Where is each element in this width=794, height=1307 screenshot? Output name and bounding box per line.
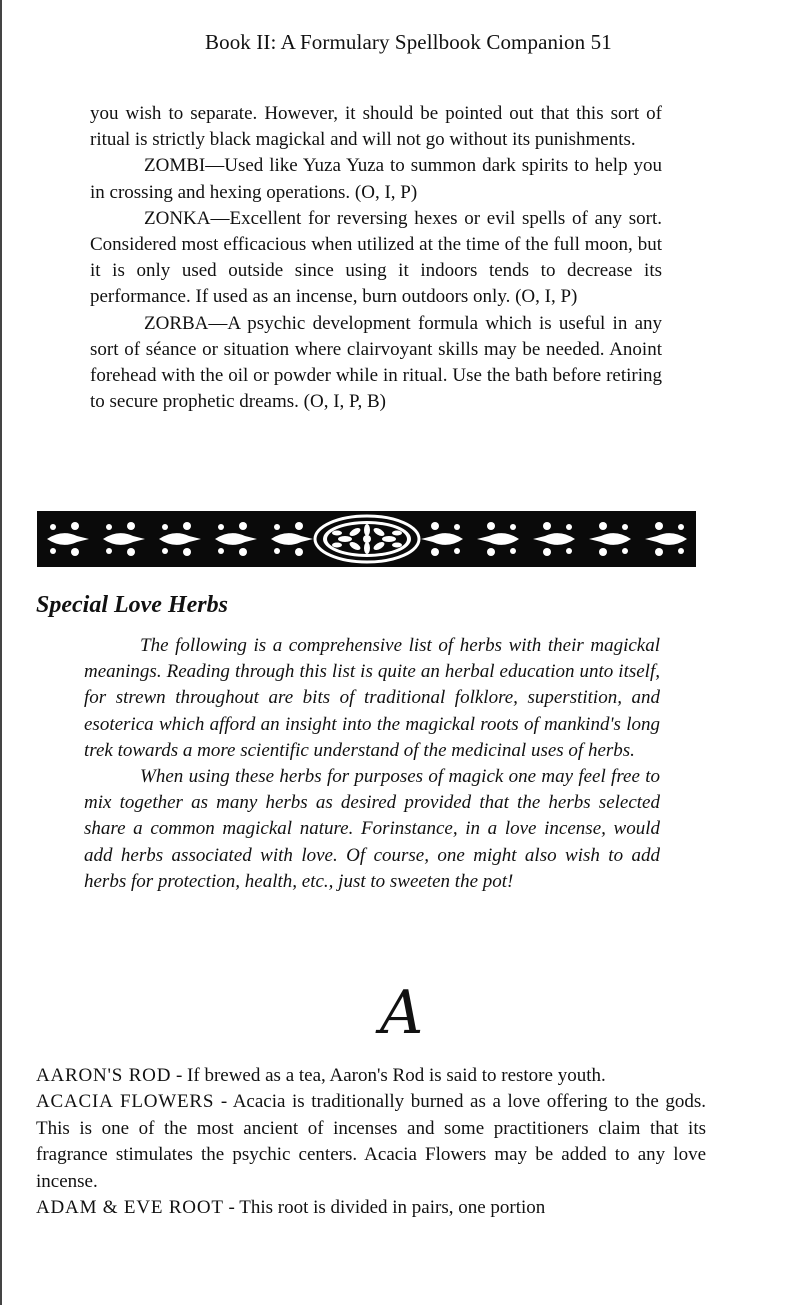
section-intro (84, 633, 660, 895)
ornament-rosette (315, 516, 419, 562)
section-title: Special Love Herbs (36, 592, 228, 618)
intro-text (90, 101, 662, 415)
ornamental-divider (37, 511, 696, 567)
entry-zonka: ZONKA—Excellent for reversing hexes or evil spells of any sort. Considered most efficacious when utilized at the time of the full moon, but it is only used outside since using it indoors tends to decrease its performance. If used as an incense, burn outdoors only. (O, I, P) (90, 207, 662, 308)
herb-description: - Acacia is traditionally burned as a love offering to the gods. This is one of the most ancient of incenses and some practitioners claim that its fragrance stimulates the psychic centers. Acacia Flowers may be added to any love incense. (36, 1091, 706, 1192)
running-head: Book II: A Formulary Spellbook Companion 51 (205, 30, 612, 54)
herb-description: - This root is divided in pairs, one portion (223, 1197, 546, 1219)
herb-entry (36, 1089, 706, 1195)
herb-name: ACACIA FLOWERS (36, 1091, 215, 1113)
herb-name: AARON'S ROD (36, 1065, 172, 1086)
herb-entry (36, 1063, 706, 1089)
paragraph: When using these herbs for purposes of magick one may feel free to mix together as many herbs as desired provided that the herbs selected share a common magickal nature. Forinstance, in a love incense, would add herbs associated with love. Of course, one might also wish to add herbs for protection, health, etc., just to sweeten the pot! (84, 766, 660, 892)
paragraph: you wish to separate. However, it should be pointed out that this sort of ritual is strictly black magickal and will not go without its punishments. (90, 103, 662, 151)
section-letter: A (380, 978, 424, 1048)
herb-list (36, 1063, 706, 1221)
paragraph: The following is a comprehensive list of herbs with their magickal meanings. Reading through this list is quite an herbal education unto itself, for strewn throughout are bits of traditional folklore, superstition, and esoterica which afford an insight into the magickal roots of mankind's long trek towards a more scientific understand of the medicinal uses of herbs. (84, 635, 660, 761)
herb-description: - If brewed as a tea, Aaron's Rod is said to restore youth. (171, 1065, 606, 1086)
herb-entry (36, 1195, 706, 1221)
herb-name: ADAM & EVE ROOT (36, 1197, 224, 1219)
entry-zorba: ZORBA—A psychic development formula which is useful in any sort of séance or situation where clairvoyant skills may be needed. Anoint forehead with the oil or powder while in ritual. Use the bath before retiring to secure prophetic dreams. (O, I, P, B) (90, 312, 662, 413)
entry-zombi: ZOMBI—Used like Yuza Yuza to summon dark spirits to help you in crossing and hexing operations. (O, I, P) (90, 155, 662, 203)
